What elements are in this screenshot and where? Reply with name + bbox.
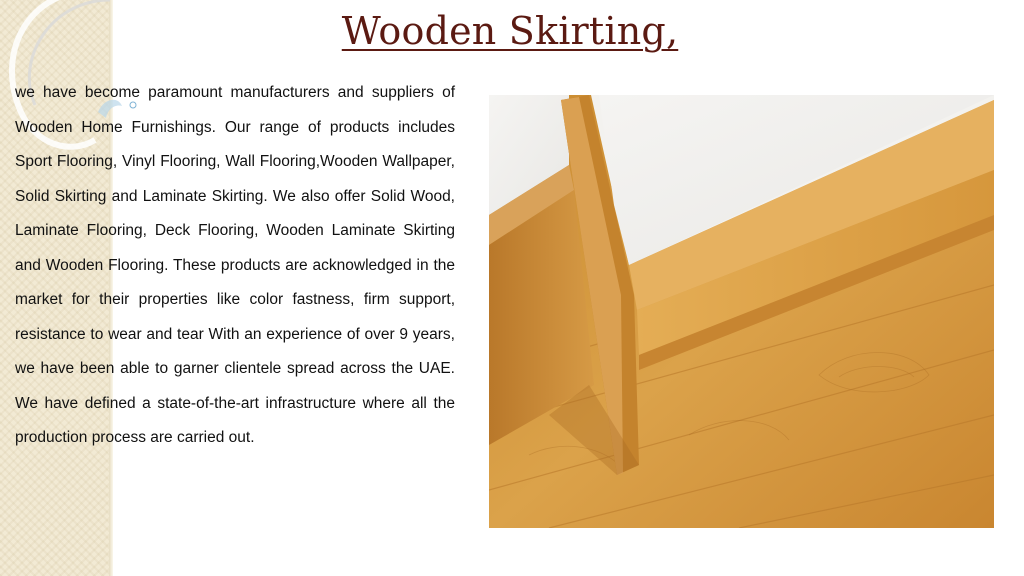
wooden-skirting-image <box>489 95 994 528</box>
page-title: Wooden Skirting, <box>341 9 679 53</box>
wooden-skirting-photo <box>489 95 994 528</box>
body-paragraph: we have become paramount manufacturers and suppliers of Wooden Home Furnishings. Our range of products includes Sport Flooring, Vinyl Flooring, Wall Flooring,Wooden Wallpaper, Solid Skirting and Laminate Skirting. We also offer Solid Wood, Laminate Flooring, Deck Flooring, Wooden Laminate Skirting and Wooden Flooring. These products are acknowledged in the market for their properties like color fastness, firm support, resistance to wear and tear With an experience of over 9 years, we have been able to garner clientele spread across the UAE. We have defined a state-of-the-art infrastructure where all the production process are carried out. <box>15 84 455 446</box>
